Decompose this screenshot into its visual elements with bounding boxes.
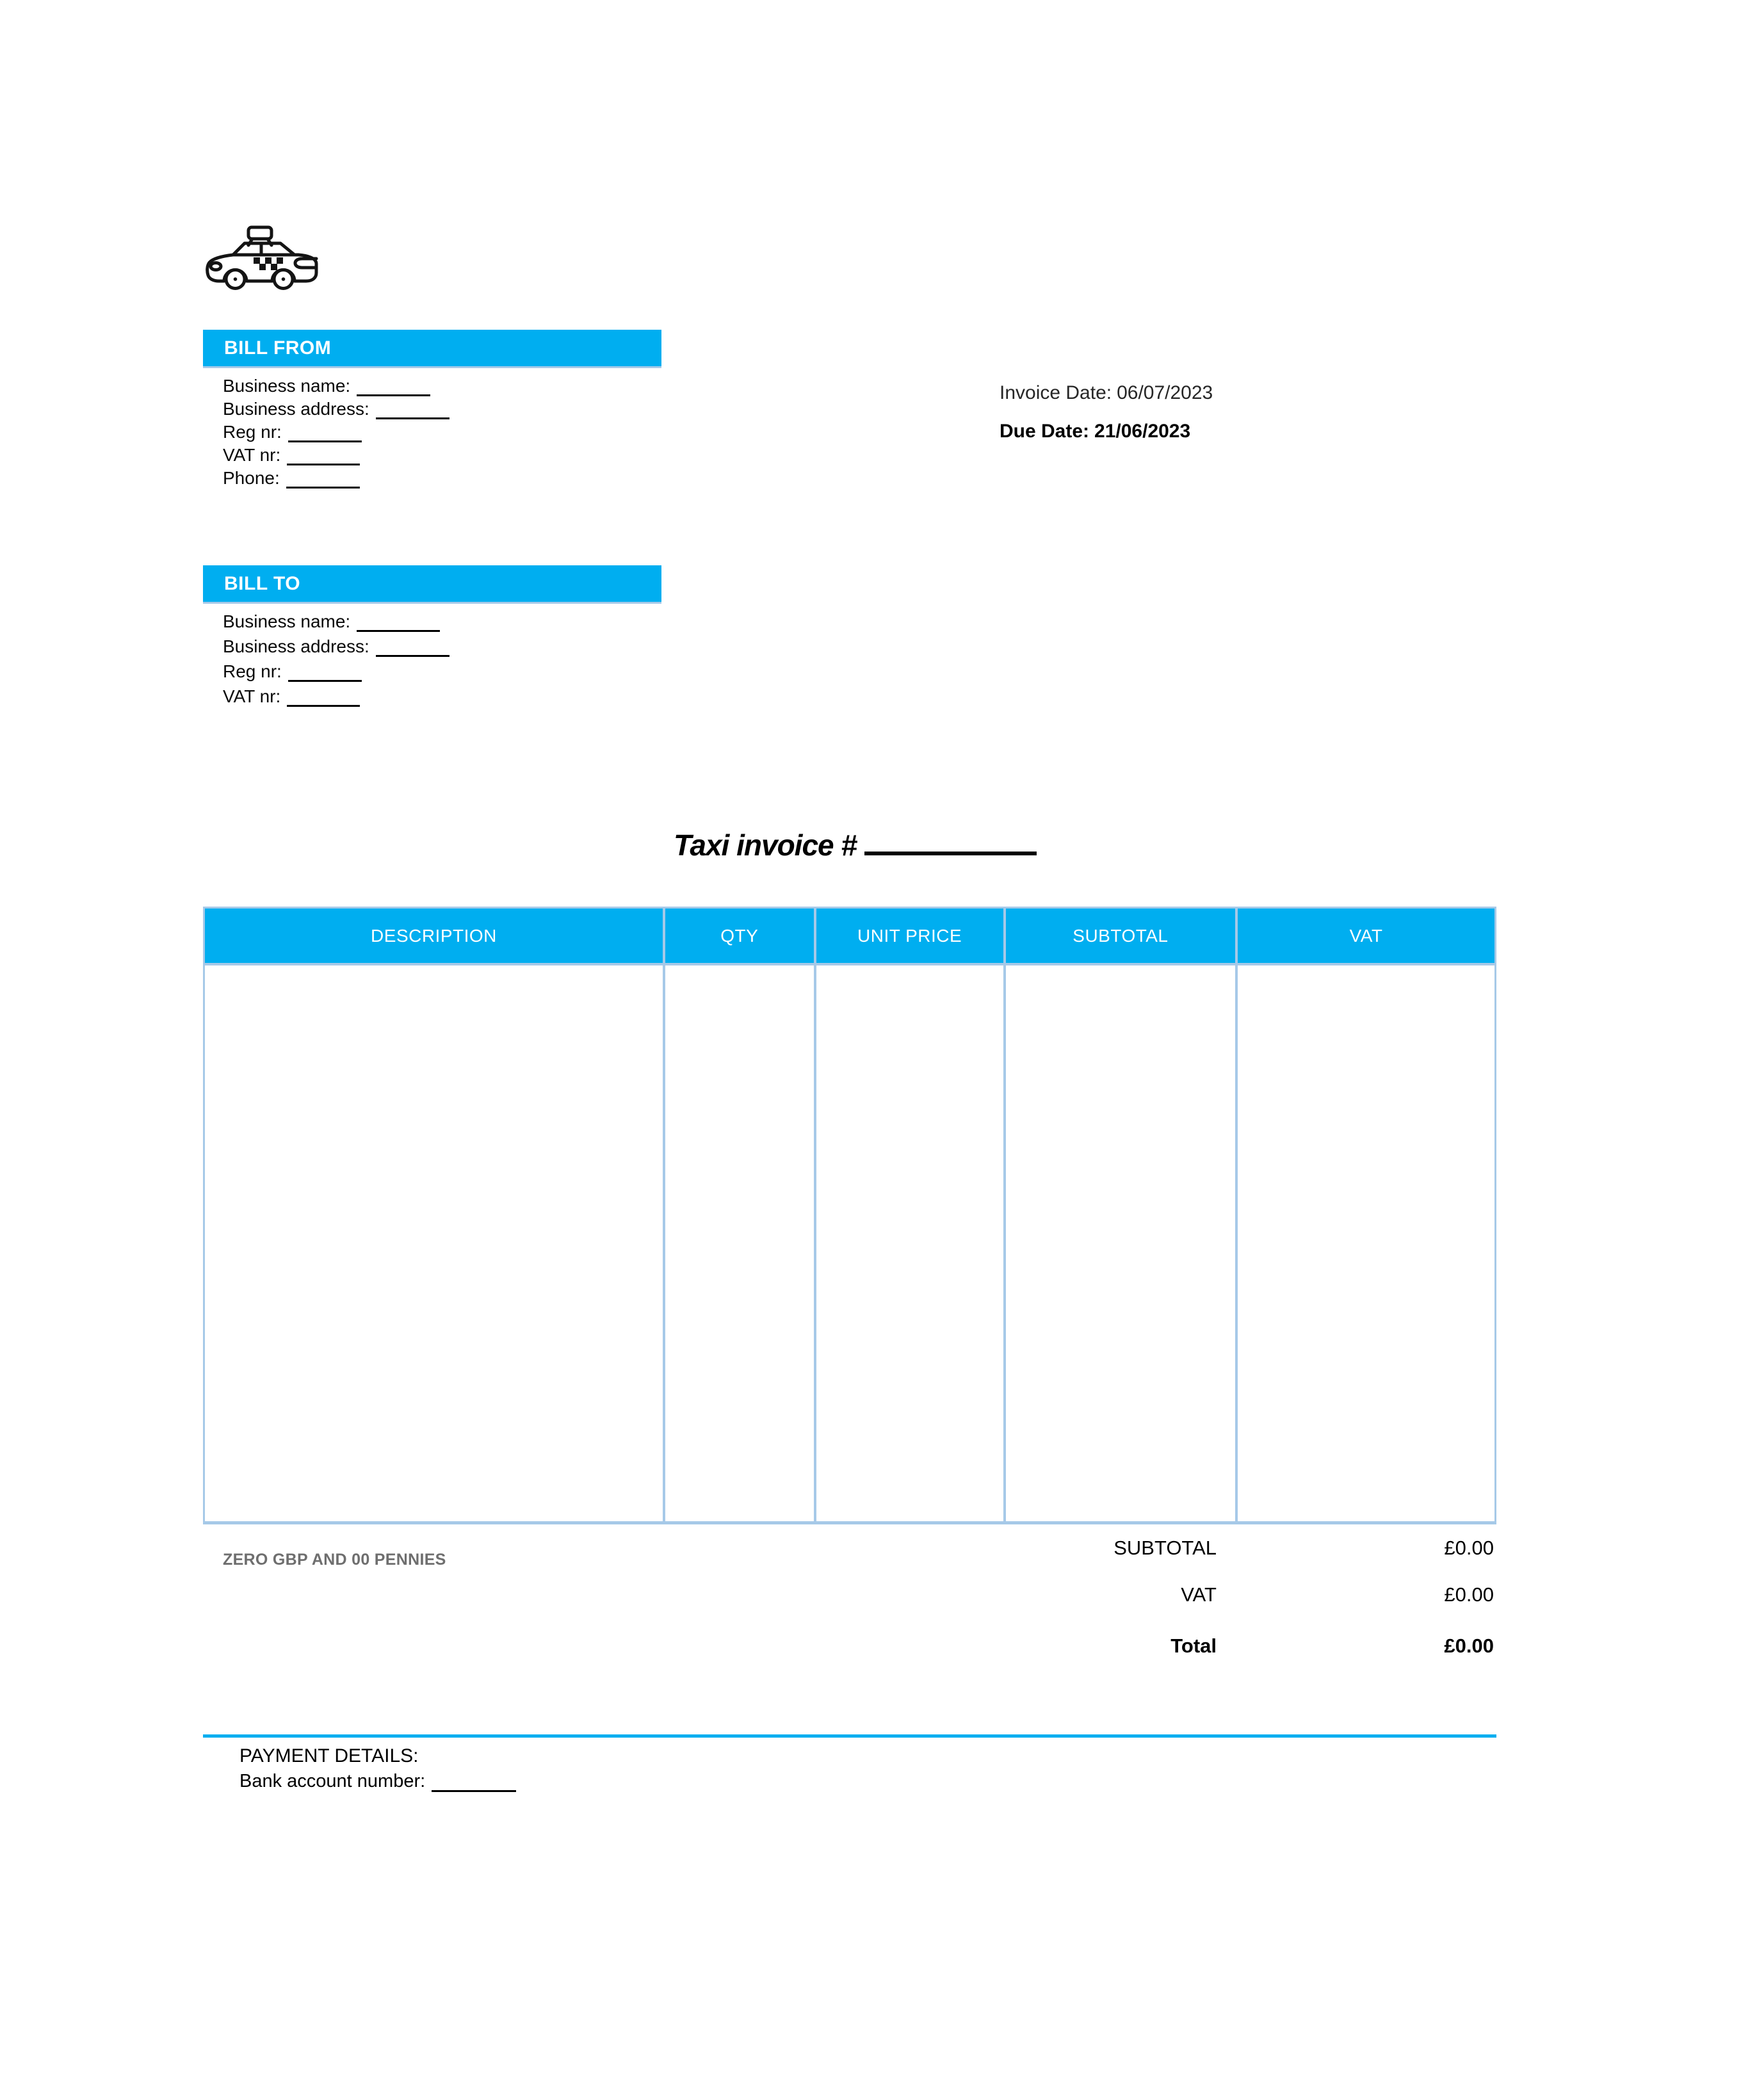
due-date-label: Due Date: xyxy=(1000,421,1090,442)
invoice-date-label: Invoice Date: xyxy=(1000,382,1112,403)
business-name-blank-line xyxy=(357,615,440,632)
bill-from-vat-nr-row xyxy=(223,442,449,465)
vat-nr-label: VAT nr: xyxy=(223,445,281,465)
invoice-title-text: Taxi invoice # xyxy=(674,828,857,862)
description-cell xyxy=(205,965,663,1521)
bill-from-business-name-row xyxy=(223,373,449,396)
bill-to-business-name-row xyxy=(223,607,449,632)
subtotal-cell xyxy=(1003,965,1236,1521)
business-name-label: Business name: xyxy=(223,611,351,631)
vat-value: £0.00 xyxy=(1444,1583,1494,1606)
business-address-label: Business address: xyxy=(223,636,369,656)
reg-nr-label: Reg nr: xyxy=(223,661,282,681)
bill-to-business-address-row xyxy=(223,632,449,657)
vat-cell xyxy=(1235,965,1494,1521)
invoice-date-value: 06/07/2023 xyxy=(1117,382,1213,403)
items-table xyxy=(203,907,1496,1524)
payment-section-divider xyxy=(203,1734,1496,1738)
taxi-icon xyxy=(201,225,324,291)
business-address-blank-line xyxy=(376,402,449,419)
bill-to-vat-nr-row xyxy=(223,682,449,707)
bill-from-title: BILL FROM xyxy=(224,337,332,359)
invoice-number-blank-line xyxy=(864,828,1037,855)
invoice-meta xyxy=(1000,374,1213,451)
bill-from-fields xyxy=(223,373,449,489)
business-address-label: Business address: xyxy=(223,399,369,419)
vat-row xyxy=(203,1583,1496,1606)
subtotal-row xyxy=(203,1537,1496,1560)
grand-total-row xyxy=(203,1635,1496,1658)
vat-nr-blank-line xyxy=(287,448,360,465)
business-address-blank-line xyxy=(376,640,449,657)
due-date-value: 21/06/2023 xyxy=(1094,421,1191,442)
qty-cell xyxy=(663,965,814,1521)
total-value: £0.00 xyxy=(1444,1635,1494,1657)
reg-nr-label: Reg nr: xyxy=(223,422,282,442)
due-date-line xyxy=(1000,412,1213,451)
bill-from-phone-row xyxy=(223,465,449,489)
subtotal-label: SUBTOTAL xyxy=(1113,1537,1217,1559)
amount-in-words: ZERO GBP AND 00 PENNIES xyxy=(223,1551,446,1569)
column-header-description: DESCRIPTION xyxy=(205,909,663,963)
bank-account-blank-line xyxy=(432,1775,516,1792)
column-header-subtotal: SUBTOTAL xyxy=(1003,909,1236,963)
vat-nr-blank-line xyxy=(287,690,360,707)
payment-details-title: PAYMENT DETAILS: xyxy=(239,1745,419,1766)
bill-from-header xyxy=(203,330,661,368)
phone-label: Phone: xyxy=(223,468,280,488)
bank-account-row xyxy=(239,1771,516,1792)
items-table-header-row xyxy=(205,909,1494,965)
business-name-blank-line xyxy=(357,379,430,396)
bill-from-reg-nr-row xyxy=(223,419,449,442)
column-header-unit-price: UNIT PRICE xyxy=(814,909,1003,963)
phone-blank-line xyxy=(286,471,360,489)
vat-label: VAT xyxy=(1181,1583,1217,1606)
invoice-date-line xyxy=(1000,374,1213,412)
subtotal-value: £0.00 xyxy=(1444,1537,1494,1559)
items-table-empty-body-row xyxy=(205,965,1494,1522)
invoice-title xyxy=(674,828,1037,862)
bill-to-header xyxy=(203,565,661,604)
bill-from-business-address-row xyxy=(223,396,449,419)
column-header-qty: QTY xyxy=(663,909,814,963)
reg-nr-blank-line xyxy=(288,425,362,442)
total-label: Total xyxy=(1170,1635,1217,1657)
column-header-vat: VAT xyxy=(1235,909,1494,963)
unit-price-cell xyxy=(814,965,1003,1521)
vat-nr-label: VAT nr: xyxy=(223,686,281,706)
bill-to-title: BILL TO xyxy=(224,572,301,594)
bill-to-reg-nr-row xyxy=(223,657,449,682)
reg-nr-blank-line xyxy=(288,665,362,682)
bill-to-fields xyxy=(223,607,449,707)
bank-account-label: Bank account number: xyxy=(239,1771,426,1791)
business-name-label: Business name: xyxy=(223,376,351,396)
